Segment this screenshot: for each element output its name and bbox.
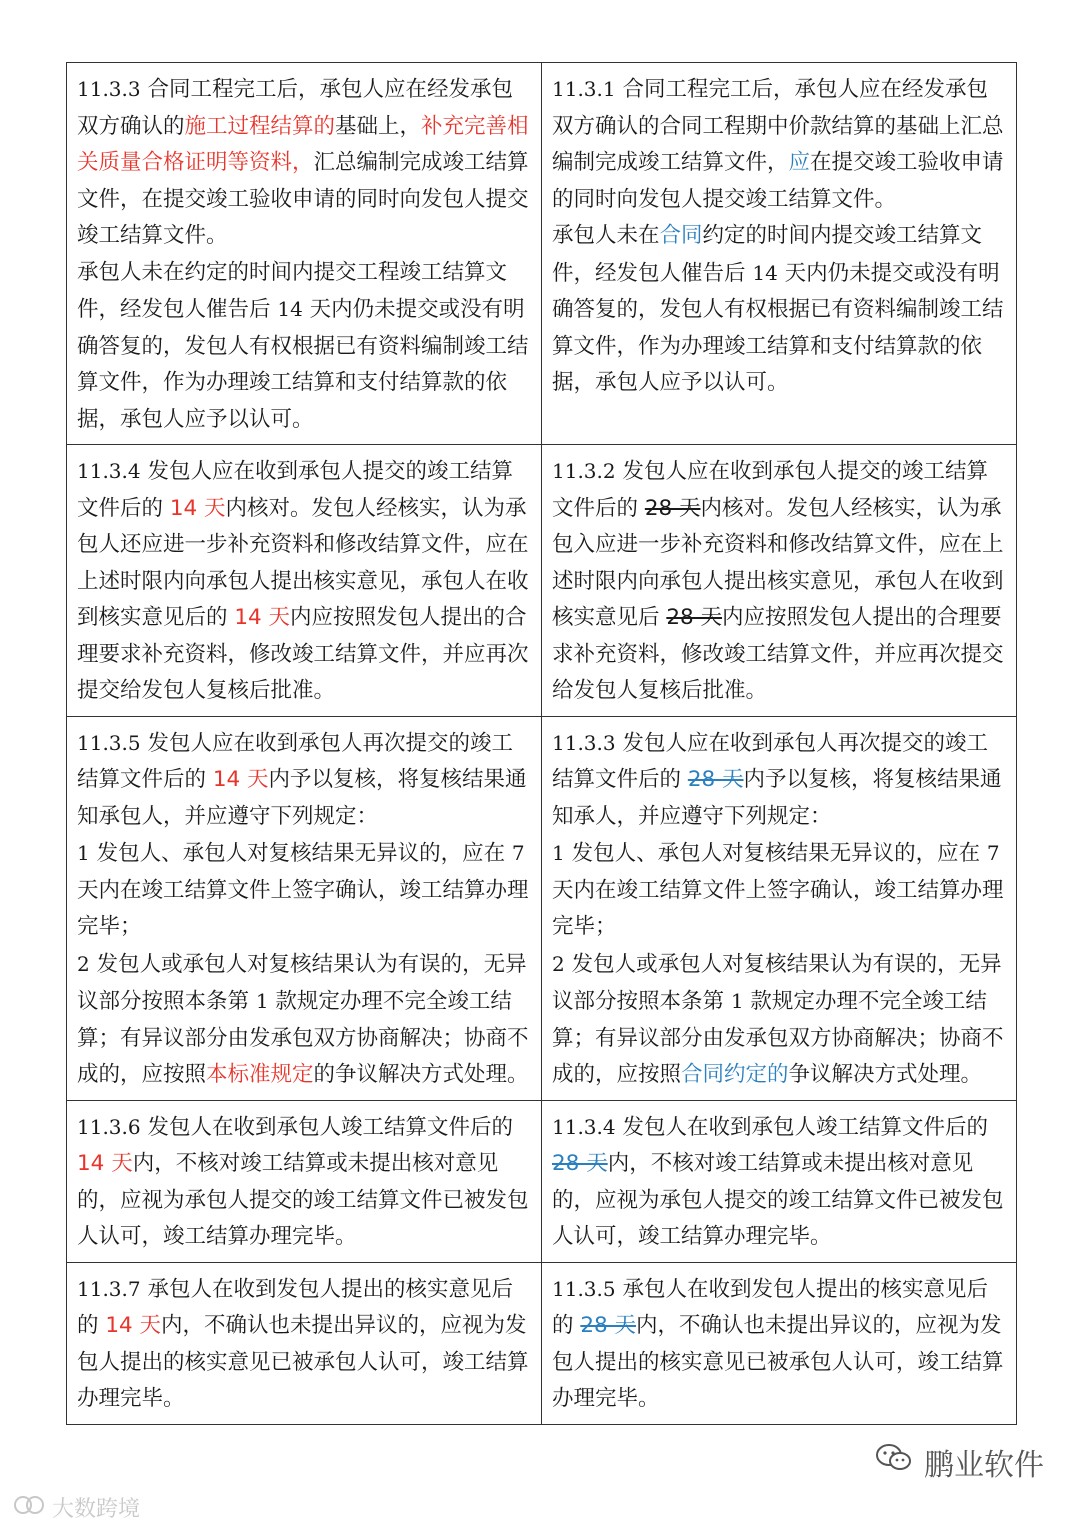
clause-text: 2 [77,951,90,976]
clause-text: 内，不核对竣工结算或未提出核对意见的，应视为承包人提交的竣工结算文件已被发包人认可，竣工结算办理完毕。 [77,1151,529,1249]
new-standard-cell [67,63,542,445]
clause-text: 内应按照发包人提出的合理要求补充资料，修改竣工结算文件，并应再次提交给发包人复核后批准。 [552,605,1004,703]
clause-text: 11.3.4 [77,459,141,483]
clause-text: 发包人、承包人对复核结果无异议的，应在 [564,841,987,866]
old-standard-cell [542,1100,1017,1262]
brand-footer [874,1440,1044,1484]
new-standard-cell [67,445,542,717]
added-text: 14 天 [234,605,291,630]
clause-text: 内予以复核，将复核结果通知承人，并应遵守下列规定： [552,767,1002,829]
clause-text: 发包人应在收到承包人再次提交的竣工结算文件后的 [77,730,513,792]
clause-text: 11.3.3 [77,77,141,101]
clause-text: 汇总编制完成竣工结算文件，在提交竣工验收申请的同时向发包人提交竣工结算文件。 [77,150,529,248]
clause-text: 发包人应在收到承包人再次提交的竣工结算文件后的 [552,730,988,792]
clause-text: 11.3.5 [552,1276,616,1301]
old-standard-cell [542,1262,1017,1424]
old-standard-cell [542,445,1017,717]
clause-text: 约定的时间内提交竣工结算文件，经发包人催告后 [552,223,983,286]
clause-text: 11.3.2 [552,459,616,483]
clause-text: 合同工程完工后，承包人应在经发承包双方确认的合同工程期中价款结算的基础上汇总编制完成竣工结算文件， [552,77,1004,175]
clause-text: 发包人在收到承包人竣工结算文件后的 [615,1114,988,1140]
added-text: 施工过程结算的 [184,113,336,139]
clause-text: 11.3.6 [77,1114,141,1139]
added-text: 本标准规定 [206,1062,314,1087]
clause-text: 承包人在收到发包人提出的核实意见后的 [77,1276,513,1338]
clause-text: 合同工程完工后，承包人应在经发承包双方确认的 [77,77,513,139]
deleted-text: 28 天 [666,605,723,630]
clause-text: 款规定办理不完全竣工结算；有异议部分由发承包双方协商解决；协商不成的，应按照 [552,989,1004,1087]
watermark-logo-icon [12,1494,46,1522]
clause-text: 基础上， [335,113,422,139]
deleted-text: 28 天 [644,495,701,521]
clause-text: 1 [77,841,90,865]
clause-paragraph [552,71,1006,218]
added-text: 14 天 [77,1151,133,1176]
clause-text: 发包人在收到承包人竣工结算文件后的 [140,1114,513,1140]
clause-text: 14 [277,297,303,321]
clause-text: 天内在竣工结算文件上签字确认，竣工结算办理完毕； [552,877,1004,939]
clause-paragraph [552,835,1006,946]
clause-text: 内，不核对竣工结算或未提出核对意见的，应视为承包人提交的竣工结算文件已被发包人认可，竣工结算办理完毕。 [552,1151,1004,1249]
clause-text: 11.3.7 [77,1276,141,1301]
table-row [67,1262,1017,1424]
clause-text: 发包人或承包人对复核结果认为有误的，无异议部分按照本条第 [552,951,1002,1014]
clause-text: 的争议解决方式处理。 [313,1062,529,1087]
added-text: 14 天 [212,767,269,792]
table-row [67,716,1017,1100]
table-row [67,63,1017,445]
clause-paragraph [77,453,531,710]
clause-text: 承包人未在约定的时间内提交工程竣工结算文件，经发包人催告后 [77,259,508,322]
clause-text: 11.3.5 [77,730,141,755]
watermark-text: 大数跨境 [52,1497,141,1522]
clause-text: 发包人应在收到承包人提交的竣工结算文件后的 [77,459,513,521]
table-row [67,445,1017,717]
clause-text: 7 [511,841,525,865]
changed-text: 应 [788,150,811,175]
table-body [67,63,1017,1425]
clause-paragraph [552,1109,1006,1256]
clause-paragraph [552,946,1006,1094]
clause-paragraph [552,1271,1006,1418]
changed-text: 合同 [659,223,703,248]
clause-paragraph [77,71,531,255]
added-text: 补充完善相关质量合格证明等资料， [77,113,529,175]
brand-name: 鹏业软件 [924,1448,1044,1483]
old-standard-cell [542,63,1017,445]
clause-text: 发包人或承包人对复核结果认为有误的，无异议部分按照本条第 [77,951,527,1014]
watermark-left [12,1492,140,1523]
clause-text: 天内仍未提交或没有明确答复的，发包人有权根据已有资料编制竣工结算文件，作为办理竣工结算和支付结算款的依据，承包人应予以认可。 [77,297,529,432]
new-standard-cell [67,716,542,1100]
clause-paragraph [77,725,531,836]
clause-text: 承包人未在 [552,223,660,248]
clause-text: 14 [752,260,778,285]
clause-text: 1 [552,841,565,865]
clause-paragraph [552,725,1006,836]
clause-text: 内应按照发包人提出的合理要求补充资料，修改竣工结算文件，并应再次提交给发包人复核后批准。 [77,605,529,703]
changed-text: 合同约定的 [681,1062,789,1087]
comparison-table [66,62,1017,1425]
new-standard-cell [67,1100,542,1262]
clause-text: 天内在竣工结算文件上签字确认，竣工结算办理完毕； [77,877,529,939]
new-standard-cell [67,1262,542,1424]
clause-text: 发包人、承包人对复核结果无异议的，应在 [89,841,512,866]
clause-paragraph [77,946,531,1094]
clause-text: 内，不确认也未提出异议的，应视为发包人提出的核实意见已被承包人认可，竣工结算办理完毕。 [77,1313,529,1411]
added-text: 14 天 [169,495,226,521]
table-row [67,1100,1017,1262]
clause-paragraph [77,835,531,946]
clause-text: 争议解决方式处理。 [788,1062,983,1087]
clause-text: 内核对。发包人经核实，认为承包入应进一步补充资料和修改结算文件，应在上述时限内向承包人提出核实意见，承包人在收到核实意见后 [552,495,1004,630]
clause-text: 11.3.1 [552,77,616,101]
clause-text: 内核对。发包人经核实，认为承包人还应进一步补充资料和修改结算文件，应在上述时限内向承包人提出核实意见，承包人在收到核实意见后的 [77,495,529,630]
clause-text: 承包人在收到发包人提出的核实意见后的 [552,1276,988,1338]
wechat-icon [874,1442,914,1482]
clause-text: 11.3.4 [552,1114,616,1139]
clause-text: 1 [255,989,269,1013]
deleted-text: 28 天 [687,767,744,792]
old-standard-cell [542,716,1017,1100]
clause-text: 内，不确认也未提出异议的，应视为发包人提出的核实意见已被承包人认可，竣工结算办理完毕。 [552,1313,1004,1411]
clause-text: 1 [730,989,744,1013]
clause-text: 天内仍未提交或没有明确答复的，发包人有权根据已有资料编制竣工结算文件，作为办理竣工结算和支付结算款的依据，承包人应予以认可。 [552,260,1004,395]
clause-text: 11.3.3 [552,730,616,755]
deleted-text: 28 天 [552,1151,608,1176]
clause-paragraph [552,218,1006,402]
deleted-text: 28 天 [580,1313,637,1338]
clause-text: 发包人应在收到承包人提交的竣工结算文件后的 [552,459,988,521]
clause-text: 款规定办理不完全竣工结算；有异议部分由发承包双方协商解决；协商不成的，应按照 [77,989,529,1087]
clause-paragraph [552,453,1006,710]
clause-paragraph [77,1109,531,1256]
clause-paragraph [77,255,531,439]
clause-text: 在提交竣工验收申请的同时向发包人提交竣工结算文件。 [552,150,1004,212]
clause-text: 内予以复核，将复核结果通知承包人，并应遵守下列规定： [77,767,527,829]
clause-text: 2 [552,951,565,976]
clause-paragraph [77,1271,531,1418]
added-text: 14 天 [105,1313,162,1338]
clause-text: 7 [986,841,1000,865]
